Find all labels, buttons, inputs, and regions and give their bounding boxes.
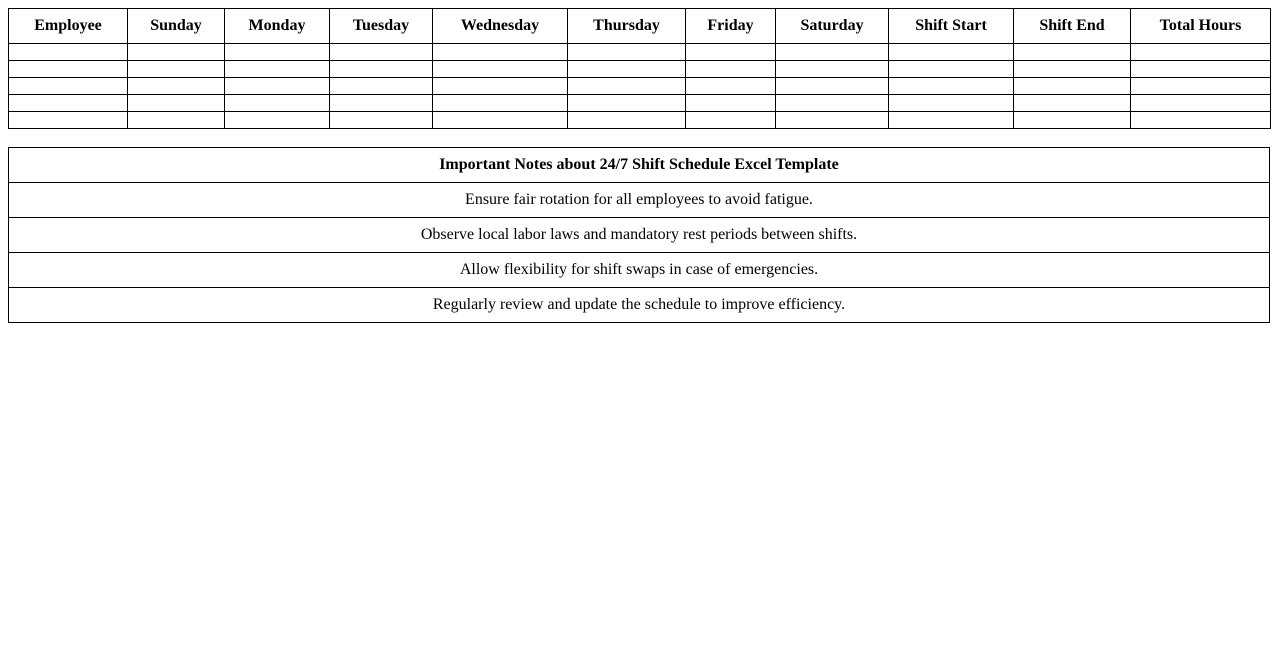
schedule-row (9, 95, 1271, 112)
schedule-cell[interactable] (128, 95, 225, 112)
header-shift-end: Shift End (1014, 9, 1131, 44)
note-row (9, 253, 1270, 288)
schedule-row (9, 61, 1271, 78)
schedule-row (9, 112, 1271, 129)
schedule-cell[interactable] (225, 95, 330, 112)
note-item: Observe local labor laws and mandatory rest periods between shifts. (9, 218, 1270, 253)
schedule-cell[interactable] (225, 112, 330, 129)
schedule-cell[interactable] (889, 112, 1014, 129)
schedule-cell[interactable] (433, 61, 568, 78)
schedule-cell[interactable] (776, 112, 889, 129)
schedule-cell[interactable] (686, 112, 776, 129)
schedule-cell[interactable] (1131, 95, 1271, 112)
schedule-cell[interactable] (330, 61, 433, 78)
schedule-cell[interactable] (1014, 61, 1131, 78)
schedule-cell[interactable] (433, 78, 568, 95)
schedule-cell[interactable] (128, 44, 225, 61)
schedule-cell[interactable] (1131, 78, 1271, 95)
schedule-cell[interactable] (9, 112, 128, 129)
note-row (9, 288, 1270, 323)
schedule-cell[interactable] (889, 78, 1014, 95)
note-item: Ensure fair rotation for all employees to avoid fatigue. (9, 183, 1270, 218)
schedule-cell[interactable] (225, 61, 330, 78)
schedule-cell[interactable] (433, 95, 568, 112)
schedule-cell[interactable] (889, 95, 1014, 112)
schedule-cell[interactable] (1131, 112, 1271, 129)
schedule-cell[interactable] (776, 95, 889, 112)
schedule-cell[interactable] (776, 78, 889, 95)
schedule-cell[interactable] (433, 44, 568, 61)
header-monday: Monday (225, 9, 330, 44)
notes-title-row (9, 148, 1270, 183)
header-friday: Friday (686, 9, 776, 44)
schedule-row (9, 44, 1271, 61)
schedule-cell[interactable] (889, 61, 1014, 78)
notes-title: Important Notes about 24/7 Shift Schedule Excel Template (9, 148, 1270, 183)
schedule-cell[interactable] (889, 44, 1014, 61)
header-total-hours: Total Hours (1131, 9, 1271, 44)
header-tuesday: Tuesday (330, 9, 433, 44)
schedule-cell[interactable] (9, 44, 128, 61)
header-wednesday: Wednesday (433, 9, 568, 44)
schedule-cell[interactable] (686, 44, 776, 61)
schedule-cell[interactable] (330, 95, 433, 112)
note-row (9, 183, 1270, 218)
schedule-cell[interactable] (128, 61, 225, 78)
schedule-cell[interactable] (776, 44, 889, 61)
note-item: Regularly review and update the schedule to improve efficiency. (9, 288, 1270, 323)
schedule-cell[interactable] (433, 112, 568, 129)
schedule-cell[interactable] (1131, 61, 1271, 78)
schedule-header-row (9, 9, 1271, 44)
schedule-cell[interactable] (9, 78, 128, 95)
important-notes-table (8, 147, 1270, 323)
schedule-cell[interactable] (1014, 44, 1131, 61)
header-shift-start: Shift Start (889, 9, 1014, 44)
note-item: Allow flexibility for shift swaps in case of emergencies. (9, 253, 1270, 288)
note-row (9, 218, 1270, 253)
shift-schedule-table (8, 8, 1271, 129)
schedule-row (9, 78, 1271, 95)
header-thursday: Thursday (568, 9, 686, 44)
header-saturday: Saturday (776, 9, 889, 44)
schedule-cell[interactable] (330, 78, 433, 95)
header-employee: Employee (9, 9, 128, 44)
schedule-cell[interactable] (568, 95, 686, 112)
schedule-cell[interactable] (225, 78, 330, 95)
schedule-cell[interactable] (686, 95, 776, 112)
schedule-cell[interactable] (568, 112, 686, 129)
schedule-cell[interactable] (128, 112, 225, 129)
schedule-cell[interactable] (225, 44, 330, 61)
schedule-cell[interactable] (686, 78, 776, 95)
schedule-cell[interactable] (1131, 44, 1271, 61)
schedule-cell[interactable] (776, 61, 889, 78)
schedule-cell[interactable] (128, 78, 225, 95)
schedule-cell[interactable] (9, 61, 128, 78)
schedule-cell[interactable] (1014, 78, 1131, 95)
schedule-cell[interactable] (686, 61, 776, 78)
schedule-cell[interactable] (330, 112, 433, 129)
schedule-cell[interactable] (568, 78, 686, 95)
header-sunday: Sunday (128, 9, 225, 44)
schedule-cell[interactable] (1014, 95, 1131, 112)
schedule-cell[interactable] (9, 95, 128, 112)
schedule-cell[interactable] (330, 44, 433, 61)
schedule-cell[interactable] (1014, 112, 1131, 129)
schedule-cell[interactable] (568, 44, 686, 61)
schedule-cell[interactable] (568, 61, 686, 78)
